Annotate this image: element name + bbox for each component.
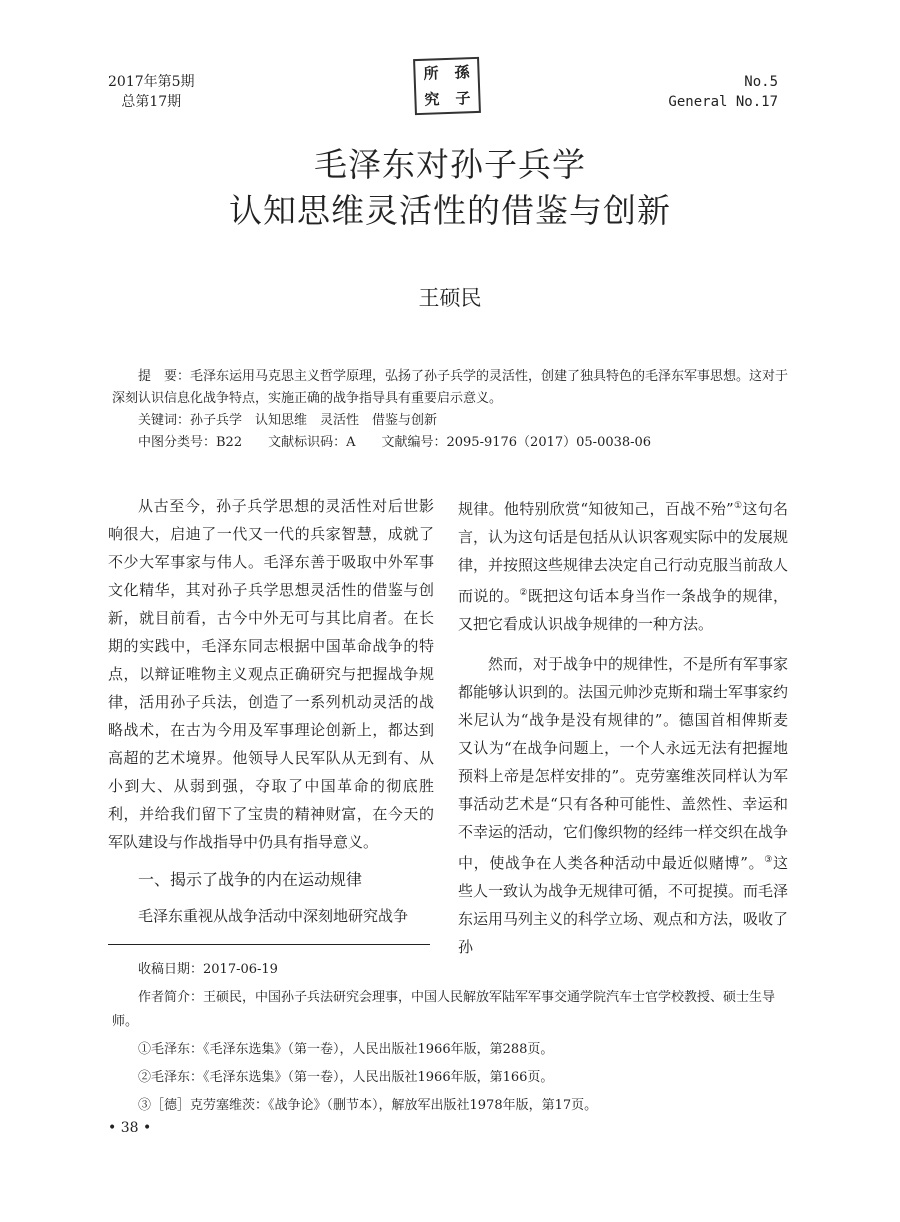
paragraph-text: 这句名言，认为这句话是包括从认识客观实际中的发展规律，并按照这些规律去决定自己行动克服当前敌人而说的。 bbox=[458, 500, 789, 605]
footnote-ref: ② bbox=[519, 588, 528, 598]
classification-info: 中图分类号：B22 文献标识码：A 文献编号：2095-9176（2017）05-0038-06 bbox=[138, 435, 652, 450]
abstract-summary: 提 要：毛泽东运用马克思主义哲学原理，弘扬了孙子兵学的灵活性，创建了独具特色的毛泽东军事思想。这对于深刻认识信息化战争特点，实施正确的战争指导具有重要启示意义。 bbox=[112, 369, 789, 406]
paragraph-text: 然而，对于战争中的规律性，不是所有军事家都能够认识到的。法国元帅沙克斯和瑞士军事家约米尼认为“战争是没有规律的”。德国首相俾斯麦又认为“在战争问题上，一个人永远无法有把握地预料上帝是怎样安排的”。克劳塞维茨同样认为军事活动艺术是“只有各种可能性、盖然性、幸运和不幸运的活动，它们像织物的经纬一样交织在战争中，使战争在人类各种活动中最近似赌博”。 bbox=[458, 655, 789, 872]
section-heading: 一、揭示了战争的内在运动规律 bbox=[138, 870, 363, 889]
paragraph-text: 规律。他特别欣赏“知彼知己，百战不殆” bbox=[458, 500, 734, 518]
footnote-3: ③［德］克劳塞维茨：《战争论》（删节本），解放军出版社1978年版，第17页。 bbox=[138, 1098, 598, 1113]
paragraph-text: 既把这句话本身当作一条战争的规律，又把它看成认识战争规律的一种方法。 bbox=[458, 587, 788, 633]
journal-seal-logo bbox=[413, 57, 481, 115]
author-name: 王硕民 bbox=[418, 286, 482, 310]
seal-char: 孫 bbox=[454, 62, 470, 82]
body-column-left bbox=[108, 492, 434, 930]
title-line-2: 认知思维灵活性的借鉴与创新 bbox=[229, 191, 671, 230]
body-paragraph: 从古至今，孙子兵学思想的灵活性对后世影响很大，启迪了一代又一代的兵家智慧，成就了不少大军事家与伟人。毛泽东善于吸取中外军事文化精华，其对孙子兵学思想灵活性的借鉴与创新，就目前看，古今中外无可与其比肩者。在长期的实践中，毛泽东同志根据中国革命战争的特点，以辩证唯物主义观点正确研究与把握战争规律，活用孙子兵法，创造了一系列机动灵活的战略战术，在古为今用及军事理论创新上，都达到高超的艺术境界。他领导人民军队从无到有、从小到大、从弱到强，夺取了中国革命的彻底胜利，并给我们留下了宝贵的精神财富，在今天的军队建设与作战指导中仍具有指导意义。 bbox=[108, 497, 434, 851]
article-title bbox=[0, 142, 900, 234]
issue-number-en: No.5 bbox=[744, 74, 778, 90]
seal-char: 究 bbox=[424, 89, 440, 109]
seal-char: 子 bbox=[455, 88, 471, 108]
title-line-1: 毛泽东对孙子兵学 bbox=[314, 145, 586, 184]
body-column-right bbox=[458, 492, 788, 961]
footnote-ref: ③ bbox=[764, 855, 773, 865]
paragraph-text: 这些人一致认为战争无规律可循，不可捉摸。而毛泽东运用马列主义的科学立场、观点和方法，吸收了孙 bbox=[458, 854, 789, 956]
seal-char: 所 bbox=[423, 63, 439, 83]
general-number-en: General No.17 bbox=[668, 94, 778, 110]
keywords: 关键词：孙子兵学 认知思维 灵活性 借鉴与创新 bbox=[138, 413, 438, 428]
page-number: • 38 • bbox=[108, 1120, 152, 1136]
author-bio: 作者简介：王硕民，中国孙子兵法研究会理事，中国人民解放军陆军军事交通学院汽车士官学校教授、硕士生导师。 bbox=[112, 990, 776, 1029]
issue-number: 2017年第5期 bbox=[108, 74, 195, 90]
body-paragraph bbox=[458, 650, 788, 961]
footnote-ref: ① bbox=[733, 501, 743, 511]
footnote-2: ②毛泽东：《毛泽东选集》（第一卷），人民出版社1966年版，第166页。 bbox=[138, 1070, 554, 1085]
total-issue-number: 总第17期 bbox=[121, 94, 182, 110]
received-date: 收稿日期：2017-06-19 bbox=[138, 962, 278, 977]
abstract-block bbox=[112, 366, 788, 454]
footnotes bbox=[112, 958, 792, 1122]
journal-issue-header bbox=[108, 72, 195, 112]
footnote-divider bbox=[108, 944, 430, 945]
body-paragraph bbox=[458, 492, 788, 638]
footnote-1: ①毛泽东：《毛泽东选集》（第一卷），人民出版社1966年版，第288页。 bbox=[138, 1042, 554, 1057]
journal-issue-header-en bbox=[668, 72, 778, 112]
body-paragraph: 毛泽东重视从战争活动中深刻地研究战争 bbox=[138, 907, 409, 925]
